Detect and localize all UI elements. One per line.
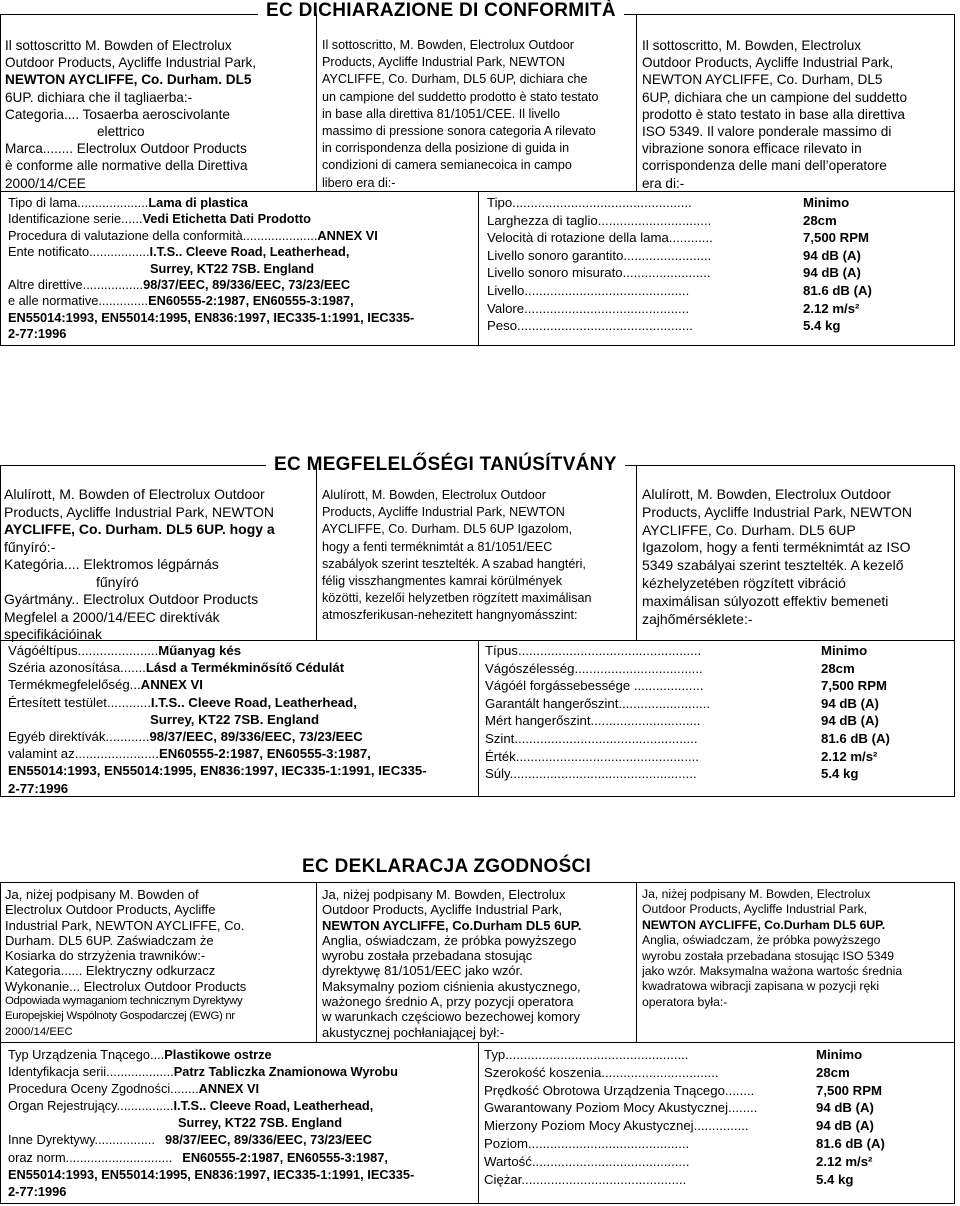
text: ważonego średnio A, przy pozycji operatora [322, 994, 574, 1010]
text-line [4, 521, 314, 539]
measure-row [487, 317, 947, 335]
text: Minimo [816, 1047, 863, 1062]
text: Procedura Oceny Zgodności........ [8, 1081, 199, 1097]
divider [478, 640, 479, 797]
text: Alulírott, M. Bowden, Electrolux Outdoor [322, 488, 546, 502]
text: NEWTON AYCLIFFE, Co.Durham DL5 6UP. [642, 917, 886, 932]
measure-row [485, 695, 950, 713]
divider [636, 14, 637, 191]
text: Műanyag kés [158, 643, 242, 658]
text: EN55014:1993, EN55014:1995, EN836:1997, IEC335-1:1991, IEC335- [8, 763, 427, 779]
text: Il sottoscritto, M. Bowden, Electrolux [642, 38, 862, 53]
text: è conforme alle normative della Direttiva [5, 158, 248, 174]
divider [316, 882, 317, 1042]
polish-product-details [8, 1046, 478, 1200]
text: 7,500 RPM [821, 678, 887, 694]
text: fűnyíró:- [4, 538, 56, 555]
hungarian-col2 [322, 487, 634, 625]
detail-row [8, 195, 478, 211]
polish-measurements [484, 1046, 950, 1188]
divider [316, 465, 317, 640]
polish-col3 [642, 887, 956, 1010]
section-title-polish: EC DEKLARACJA ZGODNOŚCI [294, 856, 599, 878]
measure-row [485, 765, 950, 783]
detail-row [8, 326, 478, 342]
polish-col1 [5, 887, 315, 1040]
detail-row [8, 762, 478, 779]
text: 2.12 m/s² [816, 1153, 873, 1169]
text: Outdoor Products, Aycliffe Industrial Park, [642, 902, 868, 917]
measure-row [484, 1117, 950, 1135]
text: Livello............................................. [487, 282, 690, 298]
text: Il sottoscritto, M. Bowden, Electrolux Outdoor [322, 38, 574, 52]
text: in corrispondenza della posizione di guida in [322, 141, 570, 156]
text: Valore............................................. [487, 300, 690, 316]
detail-row [8, 780, 478, 797]
divider [478, 191, 479, 346]
text: 6UP. dichiara che il tagliaerba:- [5, 89, 193, 105]
text: Alulírott, M. Bowden of Electrolux Outdoor [4, 486, 265, 502]
text: 7,500 RPM [803, 230, 869, 246]
text: Vágóél forgássebessége ................... [485, 678, 704, 694]
text: operatora była:- [642, 994, 728, 1009]
text: Ja, niżej podpisany M. Bowden of [5, 887, 199, 902]
hungarian-col1 [4, 486, 314, 644]
measure-row [487, 300, 947, 318]
text: 94 dB (A) [803, 247, 861, 263]
text: Livello sonoro garantito........................ [487, 247, 712, 263]
measure-row [487, 194, 947, 212]
text: I.T.S.. Cleeve Road, Leatherhead, [149, 244, 350, 260]
hungarian-measurements [485, 642, 950, 783]
text: Altre direttive................. [8, 277, 144, 293]
text: szabályok szerint tesztelték. A szabad hangtéri, [322, 556, 586, 571]
text: Europejskiej Wspólnoty Gospodarczej (EWG) nr [5, 1010, 235, 1023]
italian-product-details [8, 195, 478, 343]
text: Vágóéltípus...................... [8, 643, 159, 658]
text: Outdoor Products, Aycliffe Industrial Park, [322, 902, 563, 918]
text: massimo di pressione sonora categoria A rilevato [322, 124, 596, 139]
text: Kategória.... Elektromos légpárnás [4, 556, 219, 572]
measure-row [484, 1064, 950, 1082]
detail-row [8, 228, 478, 244]
text: Minimo [821, 643, 868, 658]
text: 2.12 m/s² [821, 748, 878, 764]
text: corrispondenza delle mani dell’operatore [642, 158, 887, 174]
detail-row [8, 676, 478, 693]
measure-row [487, 229, 947, 247]
text: Electrolux Outdoor Products, Aycliffe [5, 902, 216, 918]
italian-col1 [5, 37, 310, 192]
text: in base alla direttiva 81/1051/CEE. Il livello [322, 106, 561, 121]
text: Garantált hangerőszint......................... [485, 695, 711, 711]
text: fűnyíró [96, 573, 139, 590]
text: félig visszhangmentes kamrai körülmények [322, 574, 563, 589]
text: Industrial Park, NEWTON AYCLIFFE, Co. [5, 917, 245, 933]
text: Marca........ Electrolux Outdoor Products [5, 141, 247, 157]
text: 2000/14/CEE [5, 175, 86, 191]
text: Ciężar............................................. [484, 1171, 687, 1187]
divider [0, 1042, 955, 1043]
text-line [322, 918, 634, 933]
text: akustycznej pochłaniającej był:- [322, 1024, 505, 1040]
text: w warunkach częściowo bezechowej komory [322, 1009, 580, 1025]
text-line [5, 71, 310, 88]
detail-row [8, 1131, 478, 1148]
text: Egyéb direktívák............ [8, 729, 150, 745]
detail-row [8, 1097, 478, 1114]
text: Ente notificato................. [8, 244, 150, 260]
text: Poziom............................................ [484, 1135, 690, 1151]
measure-row [485, 660, 950, 678]
text: ANNEX VI [140, 677, 203, 693]
text: AYCLIFFE, Co. Durham. DL5 6UP [642, 521, 856, 538]
text: Ja, niżej podpisany M. Bowden, Electrolux [322, 887, 566, 902]
text: 5.4 kg [803, 318, 841, 334]
text: Products, Aycliffe Industrial Park, NEWTON [322, 505, 565, 520]
text: Surrey, KT22 7SB. England [150, 260, 315, 276]
text: ISO 5349. Il valore ponderale massimo di [642, 124, 892, 140]
text: Organ Rejestrujący................ [8, 1098, 174, 1114]
text: valamint az....................... [8, 746, 159, 762]
text: 98/37/EEC, 89/336/EEC, 73/23/EEC [164, 1132, 372, 1148]
text: Patrz Tabliczka Znamionowa Wyrobu [173, 1064, 398, 1080]
text: Érték.................................................. [485, 748, 699, 764]
measure-row [484, 1153, 950, 1171]
text: Anglia, oświadczam, że próbka powyższego [322, 932, 577, 948]
measure-row [487, 212, 947, 230]
text: era di:- [642, 175, 685, 191]
divider [478, 1042, 479, 1204]
text: Plastikowe ostrze [164, 1047, 272, 1062]
text: EN60555-2:1987, EN60555-3:1987, [182, 1149, 388, 1165]
text: hogy a fenti terméknimtát a 81/1051/EEC [322, 539, 553, 554]
text: Szerokość koszenia................................ [484, 1064, 719, 1080]
text: 94 dB (A) [803, 265, 861, 281]
text: Súly................................................... [485, 766, 697, 782]
detail-row [8, 659, 478, 676]
text: Ja, niżej podpisany M. Bowden, Electrolux [642, 887, 871, 901]
detail-row [8, 244, 478, 260]
text: zajhőmérséklete:- [642, 610, 753, 627]
text: Gwarantowany Poziom Mocy Akustycznej........ [484, 1100, 758, 1116]
section-title-hungarian: EC MEGFELELŐSÉGI TANÚSÍTVÁNY [266, 454, 625, 476]
text: Anglia, oświadczam, że próbka powyższego [642, 933, 881, 948]
text: 2-77:1996 [8, 326, 67, 342]
italian-measurements [487, 194, 947, 335]
text: 28cm [816, 1064, 850, 1080]
detail-row [8, 745, 478, 762]
text: Surrey, KT22 7SB. England [150, 711, 320, 727]
text: 7,500 RPM [816, 1082, 882, 1098]
detail-row [8, 211, 478, 227]
text: 94 dB (A) [821, 713, 879, 729]
text: dyrektywę 81/1051/EEC jako wzór. [322, 963, 523, 979]
text: Odpowiada wymaganiom technicznym Dyrektywy [5, 995, 243, 1008]
text: Durham. DL5 6UP. Zaświadczam że [5, 932, 214, 948]
hungarian-col3 [642, 486, 954, 628]
text: NEWTON AYCLIFFE, Co.Durham DL5 6UP. [322, 917, 582, 933]
text: Surrey, KT22 7SB. England [178, 1115, 343, 1131]
text: 2000/14/EEC [5, 1025, 73, 1038]
detail-row [8, 1080, 478, 1097]
text: Mierzony Poziom Mocy Akustycznej............... [484, 1118, 749, 1134]
text: Typ Urządzenia Tnącego.... [8, 1047, 165, 1062]
text: wyrobu została przebadana stosując ISO 5349 [642, 948, 895, 963]
text: I.T.S.. Cleeve Road, Leatherhead, [150, 694, 357, 710]
text: Minimo [803, 195, 850, 210]
text: Procedura di valutazione della conformità..................... [8, 227, 318, 243]
text: 81.6 dB (A) [816, 1135, 885, 1151]
text: Típus.................................................. [485, 643, 702, 658]
text: elettrico [97, 124, 145, 140]
detail-row [8, 1046, 478, 1063]
measure-row [484, 1099, 950, 1117]
text: EN60555-2:1987, EN60555-3:1987, [158, 746, 371, 762]
text: Gyártmány.. Electrolux Outdoor Products [4, 591, 259, 607]
text: atmoszferikusan-nehezitett hangnyomásszint: [322, 608, 578, 623]
text: Il sottoscritto M. Bowden of Electrolux [5, 38, 232, 53]
text: 28cm [803, 212, 837, 228]
measure-row [487, 264, 947, 282]
text: AYCLIFFE, Co. Durham, DL5 6UP, dichiara che [322, 72, 588, 87]
text: Szint.................................................. [485, 730, 698, 746]
text: EN55014:1993, EN55014:1995, EN836:1997, IEC335-1:1991, IEC335- [8, 309, 415, 325]
text: 5.4 kg [816, 1171, 854, 1187]
text: Alulírott, M. Bowden, Electrolux Outdoor [642, 486, 891, 502]
text: maximálisan súlyozott effektiv bemeneti [642, 592, 889, 609]
text: 94 dB (A) [816, 1118, 874, 1134]
text: jako wzór. Maksymalna ważona wartośc średnia [642, 964, 903, 979]
measure-row [485, 712, 950, 730]
detail-row [8, 310, 478, 326]
text: ANNEX VI [198, 1081, 260, 1097]
text: AYCLIFFE, Co. Durham. DL5 6UP. hogy a [4, 521, 275, 537]
text: kézhelyzetében rögzített vibráció [642, 574, 846, 591]
text: Inne Dyrektywy................. [8, 1132, 155, 1148]
hungarian-product-details [8, 642, 478, 797]
detail-row [8, 1063, 478, 1080]
measure-row [487, 247, 947, 265]
text: NEWTON AYCLIFFE, Co. Durham. DL5 [5, 72, 252, 88]
divider [636, 465, 637, 640]
detail-row [8, 1166, 478, 1183]
text: specifikációinak [4, 626, 103, 642]
text: Igazolom, hogy a fenti terméknimtát az ISO [642, 539, 911, 556]
text: AYCLIFFE, Co. Durham. DL5 6UP Igazolom, [322, 522, 573, 537]
measure-row [485, 642, 950, 660]
text: Larghezza di taglio............................... [487, 212, 712, 228]
measure-row [484, 1082, 950, 1100]
text: I.T.S.. Cleeve Road, Leatherhead, [173, 1098, 374, 1114]
text: libero era di:- [322, 175, 396, 190]
text: 81.6 dB (A) [803, 282, 872, 298]
text: kwadratowa wibracji zapisana w pozycji ręki [642, 979, 880, 994]
measure-row [485, 730, 950, 748]
text: Tipo di lama.................... [8, 195, 149, 210]
text: Megfelel a 2000/14/EEC direktívák [4, 608, 220, 625]
text: Livello sonoro misurato........................ [487, 265, 711, 281]
text: 28cm [821, 660, 855, 676]
text: Széria azonosítása....... [8, 660, 146, 676]
text: vibrazione sonora efficace rilevato in [642, 141, 862, 157]
text: Typ.................................................. [484, 1047, 689, 1062]
text: 94 dB (A) [821, 695, 879, 711]
detail-row [8, 711, 478, 728]
italian-col3 [642, 37, 954, 192]
text: Tipo................................................. [487, 195, 692, 210]
detail-row [8, 728, 478, 745]
text: Wykonanie... Electrolux Outdoor Products [5, 978, 247, 994]
text: közötti, kezelői helyzetben rögzített maximálisan [322, 591, 592, 606]
measure-row [484, 1046, 950, 1064]
measure-row [484, 1135, 950, 1153]
text: 2-77:1996 [8, 1183, 67, 1199]
text: Értesített testület............ [8, 694, 151, 710]
text: 98/37/EEC, 89/336/EEC, 73/23/EEC [143, 277, 351, 293]
text: prodotto è stato testato in base alla direttiva [642, 106, 905, 122]
text: Identificazione serie...... [8, 211, 143, 227]
text: Prędkość Obrotowa Urządzenia Tnącego........ [484, 1082, 755, 1098]
detail-row [8, 694, 478, 711]
text: Kosiarka do strzyżenia trawników:- [5, 948, 206, 964]
text: e alle normative.............. [8, 293, 149, 309]
detail-row [8, 293, 478, 309]
text: Peso................................................ [487, 318, 693, 334]
detail-row [8, 1183, 478, 1200]
detail-row [8, 1149, 478, 1166]
text: Categoria.... Tosaerba aeroscivolante [5, 106, 230, 122]
text: NEWTON AYCLIFFE, Co. Durham, DL5 [642, 72, 883, 88]
text: Maksymalny poziom ciśnienia akustycznego, [322, 978, 581, 994]
text: 94 dB (A) [816, 1100, 874, 1116]
text: 5.4 kg [821, 766, 859, 782]
text-line [642, 918, 956, 933]
polish-col2 [322, 887, 634, 1040]
text: Mért hangerőszint.............................. [485, 713, 701, 729]
text: Lama di plastica [148, 195, 248, 210]
italian-col2 [322, 37, 634, 192]
divider [636, 882, 637, 1042]
divider [316, 14, 317, 191]
text: Identyfikacja serii................... [8, 1064, 174, 1080]
measure-row [485, 748, 950, 766]
text: Products, Aycliffe Industrial Park, NEWTON [322, 55, 565, 70]
text: Wartość........................................... [484, 1153, 690, 1169]
text: 81.6 dB (A) [821, 730, 890, 746]
text: Lásd a Termékminősítő Cédulát [145, 660, 345, 676]
measure-row [487, 282, 947, 300]
text: 2-77:1996 [8, 780, 69, 796]
text: ANNEX VI [317, 227, 378, 243]
text: Vágószélesség................................... [485, 660, 703, 676]
text: 98/37/EEC, 89/336/EEC, 73/23/EEC [149, 729, 363, 745]
text: Velocità di rotazione della lama............ [487, 230, 713, 246]
text: Vedi Etichetta Dati Prodotto [142, 211, 311, 227]
text: Products, Aycliffe Industrial Park, NEWTON [642, 503, 912, 520]
section-title-italian: EC DICHIARAZIONE DI CONFORMITÀ [258, 0, 624, 22]
text: oraz norm.............................. [8, 1149, 173, 1165]
text: EN55014:1993, EN55014:1995, EN836:1997, IEC335-1:1991, IEC335- [8, 1166, 415, 1182]
detail-row [8, 277, 478, 293]
text: un campione del suddetto prodotto è stato testato [322, 89, 599, 104]
text: EN60555-2:1987, EN60555-3:1987, [148, 293, 354, 309]
measure-row [485, 677, 950, 695]
measure-row [484, 1171, 950, 1189]
text: condizioni di camera semianecoica in campo [322, 158, 572, 173]
detail-row [8, 1114, 478, 1131]
text: 2.12 m/s² [803, 300, 860, 316]
text: Kategoria...... Elektryczny odkurzacz [5, 963, 216, 979]
text: 6UP, dichiara che un campione del suddetto [642, 89, 908, 105]
detail-row [8, 261, 478, 277]
text: Products, Aycliffe Industrial Park, NEWTON [4, 503, 274, 520]
text: Termékmegfelelőség... [8, 677, 141, 693]
detail-row [8, 642, 478, 659]
text: Outdoor Products, Aycliffe Industrial Park, [642, 55, 894, 71]
text: Outdoor Products, Aycliffe Industrial Park, [5, 55, 257, 71]
text: 5349 szabályai szerint tesztelték. A kezelő [642, 557, 904, 574]
text: wyrobu została przebadana stosując [322, 948, 533, 964]
